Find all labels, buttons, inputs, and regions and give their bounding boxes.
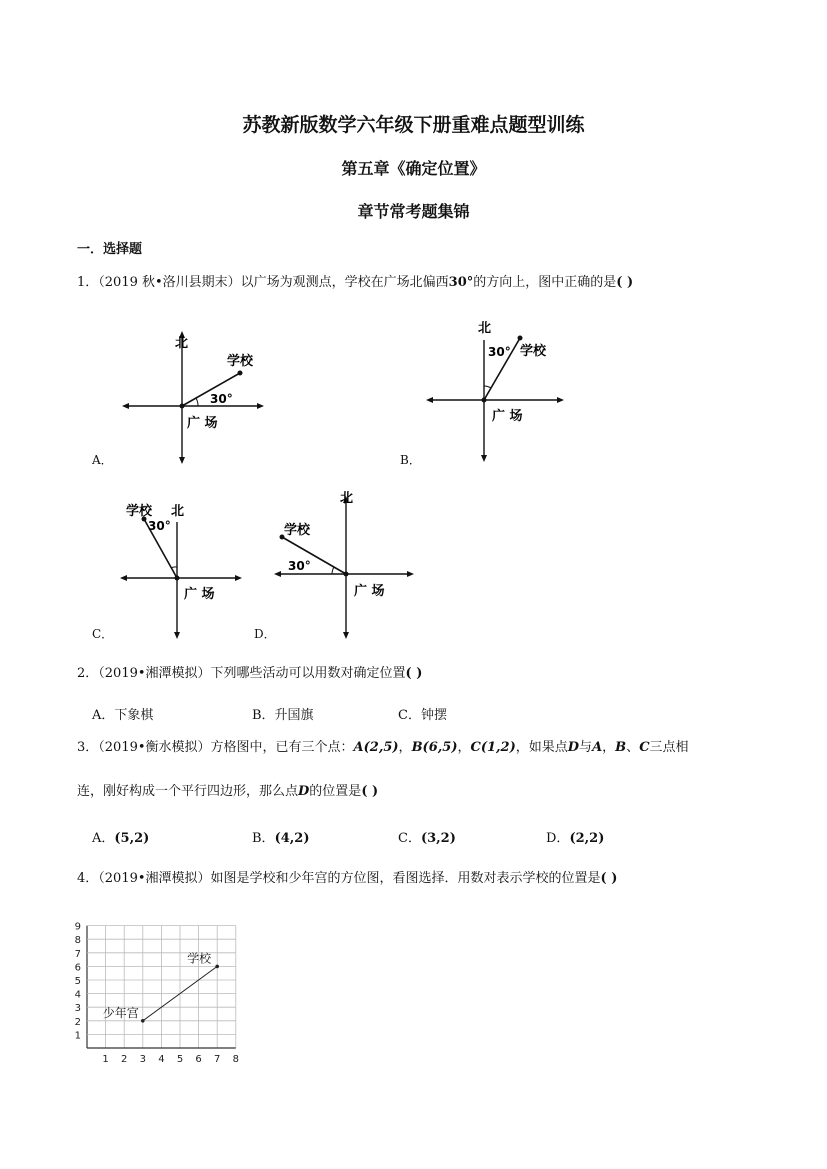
point-marker	[215, 965, 219, 969]
x-tick-label: 3	[139, 1054, 146, 1065]
q2-option-b[interactable]: B．升国旗	[252, 708, 314, 723]
x-tick-label: 2	[121, 1054, 128, 1065]
angle-label: 30°	[488, 345, 511, 359]
square-label: 广 场	[187, 416, 218, 431]
angle-label: 30°	[210, 392, 233, 406]
y-tick-label: 4	[74, 989, 81, 1001]
y-tick-label: 2	[74, 1016, 81, 1028]
y-tick-label: 5	[74, 976, 81, 987]
y-tick-label: 8	[74, 935, 81, 947]
y-tick-label: 7	[74, 948, 81, 960]
page-subtitle: 章节常考题集锦	[357, 202, 470, 221]
q1-option-c[interactable]: C．	[92, 627, 114, 641]
school-label: 学校	[284, 523, 311, 538]
q2-option-c[interactable]: C．钟摆	[398, 708, 447, 723]
x-tick-label: 8	[232, 1054, 239, 1065]
point-marker	[141, 1019, 145, 1023]
x-tick-label: 7	[214, 1054, 221, 1065]
section-heading: 一．选择题	[77, 242, 143, 257]
square-label: 广 场	[354, 584, 385, 599]
x-tick-label: 6	[195, 1054, 202, 1065]
school-label: 学校	[520, 344, 547, 359]
north-label: 北	[171, 504, 185, 519]
q2-option-a[interactable]: A．下象棋	[92, 708, 154, 723]
q3-option-a[interactable]: A．(5,2)	[92, 831, 150, 846]
x-tick-label: 4	[158, 1054, 165, 1065]
q3-option-d[interactable]: D．(2,2)	[546, 831, 605, 846]
school-label: 学校	[126, 504, 153, 519]
school-label: 学校	[227, 354, 254, 369]
chapter-title: 第五章《确定位置》	[341, 159, 486, 178]
y-tick-label: 1	[74, 1030, 81, 1042]
q3-option-b[interactable]: B．(4,2)	[252, 831, 310, 846]
x-tick-label: 5	[176, 1054, 184, 1065]
question-1-stem: 1．（2019 秋•洛川县期末）以广场为观测点，学校在广场北偏西30°的方向上，图中正确的是( )	[77, 275, 634, 290]
y-tick-label: 9	[74, 921, 81, 933]
y-tick-label: 6	[74, 962, 81, 974]
square-label: 广 场	[184, 587, 215, 602]
q1-option-d[interactable]: D．	[254, 627, 276, 641]
angle-label: 30°	[148, 519, 171, 533]
question-2-stem: 2．（2019•湘潭模拟）下列哪些活动可以用数对确定位置( )	[77, 666, 423, 681]
q4-grid-chart	[70, 908, 250, 1068]
q1-option-a[interactable]: A．	[92, 453, 113, 467]
point-label: 学校	[187, 951, 212, 966]
angle-label: 30°	[288, 559, 311, 573]
north-label: 北	[340, 491, 354, 506]
page-title: 苏教新版数学六年级下册重难点题型训练	[242, 114, 585, 136]
q1-figure-d	[270, 490, 420, 645]
question-3-line-2: 连，刚好构成一个平行四边形，那么点D的位置是( )	[77, 784, 379, 799]
north-label: 北	[175, 336, 189, 351]
question-3-line-1: 3．（2019•衡水模拟）方格图中，已有三个点：A(2,5)，B(6,5)，C(1,2)，如果点D与A，B、C三点相	[77, 740, 689, 755]
square-label: 广 场	[492, 409, 523, 424]
x-tick-label: 1	[102, 1054, 109, 1065]
question-4-stem: 4．（2019•湘潭模拟）如图是学校和少年宫的方位图，看图选择．用数对表示学校的位置是( )	[77, 871, 618, 886]
q1-figure-c	[118, 497, 248, 647]
point-label: 少年宫	[102, 1005, 139, 1020]
north-label: 北	[478, 321, 492, 336]
q3-option-c[interactable]: C．(3,2)	[398, 831, 456, 846]
q1-option-b[interactable]: B．	[400, 453, 421, 467]
q1-figure-a	[120, 325, 270, 470]
q1-figure-b	[420, 318, 570, 468]
y-tick-label: 3	[74, 1003, 81, 1015]
